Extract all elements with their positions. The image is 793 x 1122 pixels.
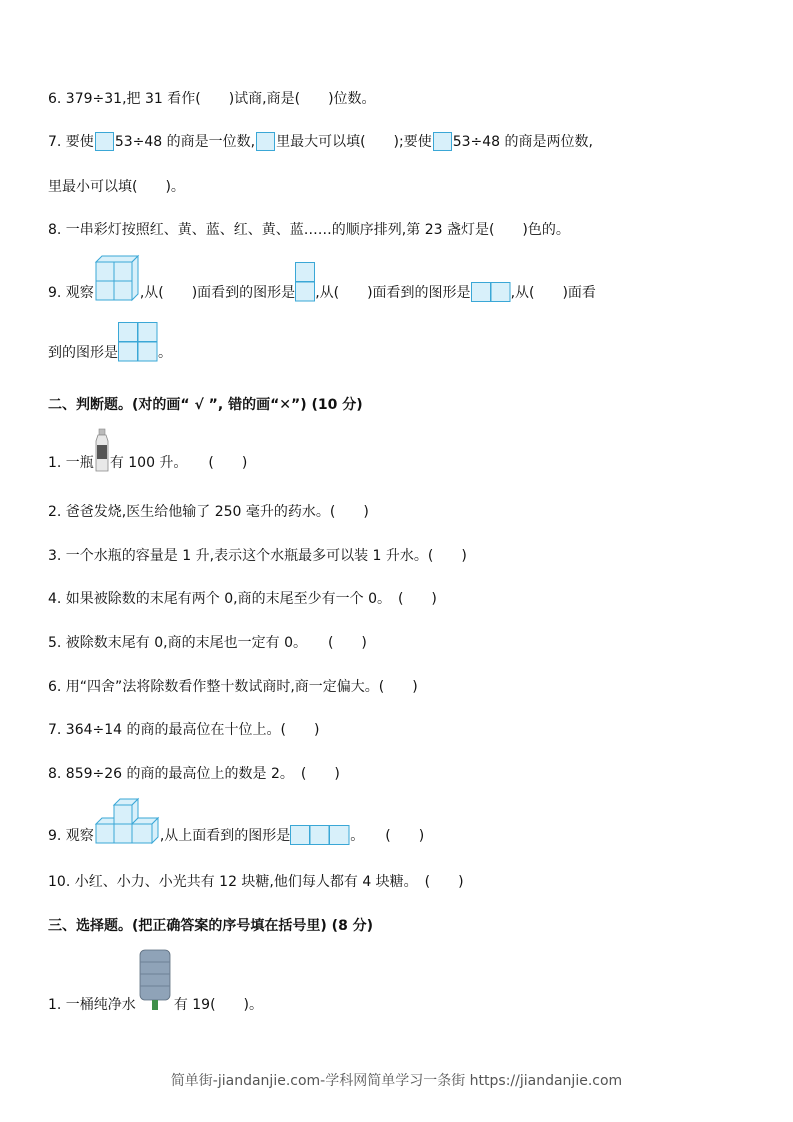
water-bucket-image [136, 948, 174, 1014]
judge-question-1: 1. 一瓶 有 100 升。 ( ) [48, 428, 247, 472]
judge-question-4: 4. 如果被除数的末尾有两个 0,商的末尾至少有一个 0。 ( ) [48, 591, 437, 607]
page-footer: 简单街-jiandanjie.com-学科网简单学习一条街 https://jiandanjie.com [170, 1073, 623, 1089]
blank-box [256, 132, 275, 151]
judge-question-6: 6. 用“四舍”法将除数看作整十数试商时,商一定偏大。( ) [48, 679, 418, 695]
question-9-cont: 到的图形是 。 [48, 322, 172, 362]
choice-question-1: 1. 一桶纯净水 有 19( )。 [48, 948, 263, 1014]
judge-question-5: 5. 被除数末尾有 0,商的末尾也一定有 0。 ( ) [48, 635, 367, 651]
judge-question-7: 7. 364÷14 的商的最高位在十位上。( ) [48, 722, 320, 738]
judge-question-2: 2. 爸爸发烧,医生给他输了 250 毫升的药水。( ) [48, 504, 369, 520]
section-3-title: 三、选择题。(把正确答案的序号填在括号里) (8 分) [48, 918, 374, 934]
three-square-figure [290, 825, 350, 845]
vertical-two-square-figure [295, 262, 315, 302]
judge-question-9: 9. 观察 ,从上面看到的图形是 。 ( ) [48, 797, 424, 845]
question-7: 7. 要使 53÷48 的商是一位数, 里最大可以填( );要使 53÷48 的商是两位数, [48, 134, 593, 150]
question-9: 9. 观察 ,从( )面看到的图形是 ,从( )面看到的图形是 ,从( )面看 [48, 254, 596, 302]
cube-stack-figure [94, 254, 140, 302]
horizontal-two-square-figure [471, 282, 511, 302]
blank-box [95, 132, 114, 151]
block-figure [94, 797, 160, 845]
four-square-figure [118, 322, 158, 362]
question-8: 8. 一串彩灯按照红、黄、蓝、红、黄、蓝……的顺序排列,第 23 盏灯是( )色的。 [48, 222, 570, 238]
section-2-title: 二、判断题。(对的画“ √ ”, 错的画“✕”) (10 分) [48, 397, 363, 413]
blank-box [433, 132, 452, 151]
judge-question-3: 3. 一个水瓶的容量是 1 升,表示这个水瓶最多可以装 1 升水。( ) [48, 548, 467, 564]
question-7-cont: 里最小可以填( )。 [48, 179, 185, 195]
judge-question-10: 10. 小红、小力、小光共有 12 块糖,他们每人都有 4 块糖。 ( ) [48, 874, 464, 890]
question-6: 6. 379÷31,把 31 看作( )试商,商是( )位数。 [48, 91, 376, 107]
soy-sauce-bottle-image [94, 428, 110, 472]
judge-question-8: 8. 859÷26 的商的最高位上的数是 2。 ( ) [48, 766, 340, 782]
